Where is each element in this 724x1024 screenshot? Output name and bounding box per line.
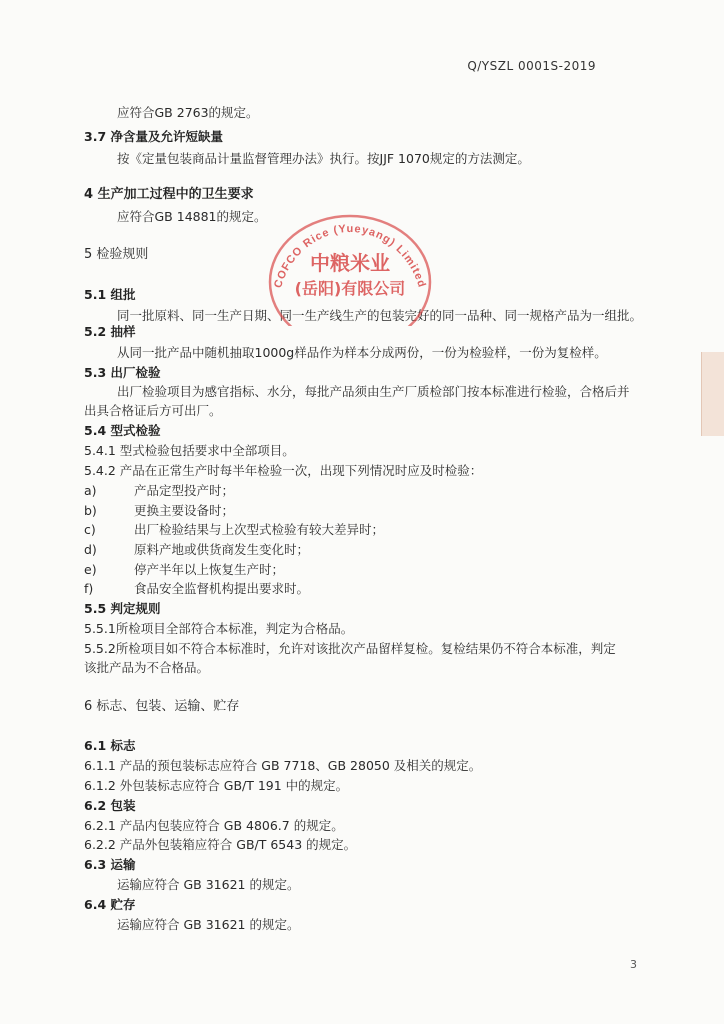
list-marker: a) xyxy=(84,483,97,498)
section-heading: 6.1 标志 xyxy=(84,738,136,753)
text-line: 出具合格证后方可出厂。 xyxy=(84,403,222,418)
seal-line-1: 中粮米业 xyxy=(310,251,390,275)
text-line: 5.5.1所检项目全部符合本标准，判定为合格品。 xyxy=(84,621,354,636)
seal-ring-text: COFCO Rice (Yueyang) Limited xyxy=(272,222,428,290)
seal-line-2: (岳阳)有限公司 xyxy=(294,279,406,298)
list-item: 更换主要设备时； xyxy=(134,503,235,518)
section-heading: 5.2 抽样 xyxy=(84,324,136,339)
section-heading: 3.7 净含量及允许短缺量 xyxy=(84,129,223,144)
text-line: 同一批原料、同一生产日期、同一生产线生产的包装完好的同一品种、同一规格产品为一组批。 xyxy=(117,308,643,323)
list-item: 出厂检验结果与上次型式检验有较大差异时； xyxy=(134,522,385,537)
list-marker: f) xyxy=(84,581,94,596)
list-marker: b) xyxy=(84,503,97,518)
list-item: 食品安全监督机构提出要求时。 xyxy=(134,581,310,596)
text-line: 运输应符合 GB 31621 的规定。 xyxy=(117,917,300,932)
section-heading: 6.4 贮存 xyxy=(84,897,136,912)
text-line: 运输应符合 GB 31621 的规定。 xyxy=(117,877,300,892)
company-seal xyxy=(264,210,436,326)
section-heading: 5 检验规则 xyxy=(84,247,149,262)
text-line: 按《定量包装商品计量监督管理办法》执行。按JJF 1070规定的方法测定。 xyxy=(117,151,530,166)
text-line: 6.1.1 产品的预包装标志应符合 GB 7718、GB 28050 及相关的规定。 xyxy=(84,758,482,773)
list-marker: c) xyxy=(84,522,96,537)
text-line: 5.5.2所检项目如不符合本标准时，允许对该批次产品留样复检。复检结果仍不符合本标准，判定 xyxy=(84,641,616,656)
text-line: 6.1.2 外包装标志应符合 GB/T 191 中的规定。 xyxy=(84,778,349,793)
text-line: 该批产品为不合格品。 xyxy=(84,660,210,675)
text-line: 5.4.2 产品在正常生产时每半年检验一次，出现下列情况时应及时检验： xyxy=(84,463,483,478)
section-heading: 6.2 包装 xyxy=(84,798,136,813)
section-heading: 5.3 出厂检验 xyxy=(84,365,161,380)
document-code: Q/YSZL 0001S-2019 xyxy=(467,59,596,73)
list-item: 停产半年以上恢复生产时； xyxy=(134,562,285,577)
list-marker: d) xyxy=(84,542,97,557)
text-line: 应符合GB 14881的规定。 xyxy=(117,209,267,224)
text-line: 应符合GB 2763的规定。 xyxy=(117,105,259,120)
section-heading: 4 生产加工过程中的卫生要求 xyxy=(84,187,254,202)
text-line: 出厂检验项目为感官指标、水分，每批产品须由生产厂质检部门按本标准进行检验，合格后并 xyxy=(117,384,630,399)
page-number: 3 xyxy=(630,958,637,971)
page-edge-tab xyxy=(701,352,724,436)
section-heading: 6 标志、包装、运输、贮存 xyxy=(84,699,240,714)
section-heading: 5.1 组批 xyxy=(84,287,136,302)
text-line: 从同一批产品中随机抽取1000g样品作为样本分成两份，一份为检验样，一份为复检样。 xyxy=(117,345,607,360)
list-item: 原料产地或供货商发生变化时； xyxy=(134,542,310,557)
list-marker: e) xyxy=(84,562,97,577)
text-line: 6.2.1 产品内包装应符合 GB 4806.7 的规定。 xyxy=(84,818,344,833)
section-heading: 5.5 判定规则 xyxy=(84,601,161,616)
section-heading: 6.3 运输 xyxy=(84,857,136,872)
text-line: 6.2.2 产品外包装箱应符合 GB/T 6543 的规定。 xyxy=(84,837,357,852)
text-line: 5.4.1 型式检验包括要求中全部项目。 xyxy=(84,443,295,458)
list-item: 产品定型投产时； xyxy=(134,483,235,498)
section-heading: 5.4 型式检验 xyxy=(84,423,161,438)
